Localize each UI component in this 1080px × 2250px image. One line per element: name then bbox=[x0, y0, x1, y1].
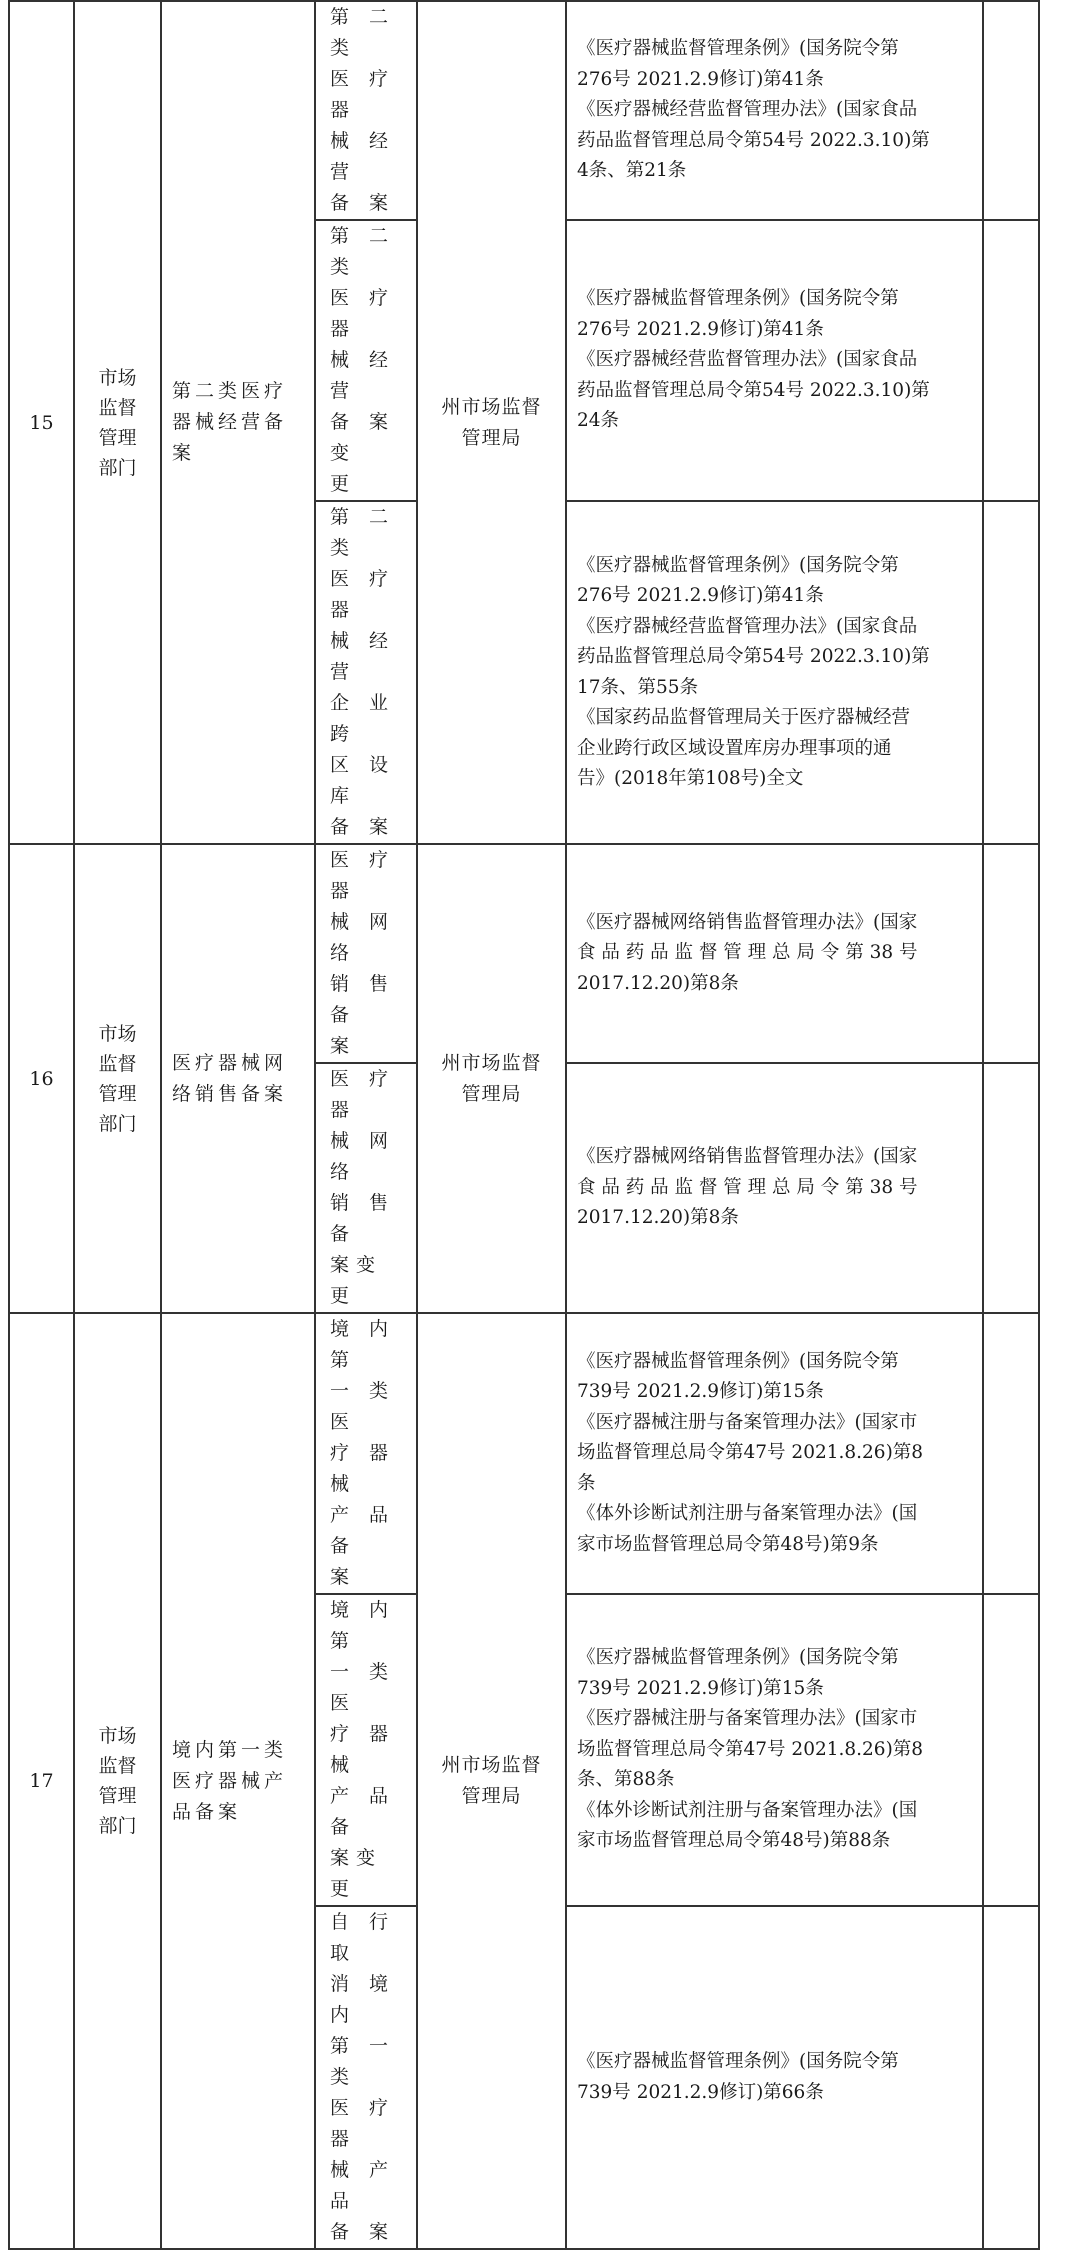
legal-basis-cell: 《医疗器械监督管理条例》(国务院令第 739号 2021.2.9修订)第15条 《医疗器械注册与备案管理办法》(国家市 场监督管理总局令第47号 2021.8.26)第8 条 《体外诊断试剂注册与备案管理办法》(国 家市场监督管理总局令第48号)第9条 bbox=[566, 1313, 983, 1594]
department-cell: 市场 监督 管理 部门 bbox=[74, 1, 161, 844]
regulation-table bbox=[8, 0, 1040, 2250]
legal-basis-cell: 《医疗器械网络销售监督管理办法》(国家 食 品 药 品 监 督 管 理 总 局 令 第 38 号 2017.12.20)第8条 bbox=[566, 844, 983, 1063]
sub-item-cell: 医 疗 器 械 网 络 销 售 备 案 bbox=[315, 844, 417, 1063]
remarks-cell bbox=[983, 1906, 1039, 2249]
row-number: 16 bbox=[9, 844, 74, 1313]
implementing-org-cell: 州市场监督 管理局 bbox=[417, 844, 566, 1313]
sub-item-cell: 境 内 第 一 类 医 疗 器 械 产 品 备 案 bbox=[315, 1313, 417, 1594]
sub-item-cell: 第 二 类 医 疗 器 械 经 营 备 案 bbox=[315, 1, 417, 220]
sub-item-cell: 境 内 第 一 类 医 疗 器 械 产 品 备 案变更 bbox=[315, 1594, 417, 1906]
remarks-cell bbox=[983, 501, 1039, 844]
legal-basis-cell: 《医疗器械监督管理条例》(国务院令第 276号 2021.2.9修订)第41条 《医疗器械经营监督管理办法》(国家食品 药品监督管理总局令第54号 2022.3.10)第 17条、第55条 《国家药品监督管理局关于医疗器械经营 企业跨行政区域设置库房办理事项的通 告》(2018年第108号)全文 bbox=[566, 501, 983, 844]
legal-basis-cell: 《医疗器械监督管理条例》(国务院令第 739号 2021.2.9修订)第15条 《医疗器械注册与备案管理办法》(国家市 场监督管理总局令第47号 2021.8.26)第8 条、第88条 《体外诊断试剂注册与备案管理办法》(国 家市场监督管理总局令第48号)第88条 bbox=[566, 1594, 983, 1906]
remarks-cell bbox=[983, 220, 1039, 501]
department-cell: 市场 监督 管理 部门 bbox=[74, 844, 161, 1313]
table-row bbox=[9, 1, 1039, 220]
table-row bbox=[9, 1313, 1039, 1594]
sub-item-cell: 自 行 取 消 境 内 第 一 类 医 疗 器 械 产 品 备 案 bbox=[315, 1906, 417, 2249]
remarks-cell bbox=[983, 1313, 1039, 1594]
legal-basis-cell: 《医疗器械监督管理条例》(国务院令第 739号 2021.2.9修订)第66条 bbox=[566, 1906, 983, 2249]
legal-basis-cell: 《医疗器械网络销售监督管理办法》(国家 食 品 药 品 监 督 管 理 总 局 令 第 38 号 2017.12.20)第8条 bbox=[566, 1063, 983, 1313]
remarks-cell bbox=[983, 1063, 1039, 1313]
department-cell: 市场 监督 管理 部门 bbox=[74, 1313, 161, 2249]
item-name-cell: 境内第一类 医疗器械产 品备案 bbox=[161, 1313, 315, 2249]
item-name-cell: 第二类医疗 器械经营备 案 bbox=[161, 1, 315, 844]
row-number: 17 bbox=[9, 1313, 74, 2249]
sub-item-cell: 第 二 类 医 疗 器 械 经 营 备 案 变 更 bbox=[315, 220, 417, 501]
remarks-cell bbox=[983, 1, 1039, 220]
sub-item-cell: 医 疗 器 械 网 络 销 售 备 案变更 bbox=[315, 1063, 417, 1313]
implementing-org-cell: 州市场监督 管理局 bbox=[417, 1, 566, 844]
sub-item-cell: 第 二 类 医 疗 器 械 经 营 企 业 跨 区 设 库 备 案 bbox=[315, 501, 417, 844]
implementing-org-cell: 州市场监督 管理局 bbox=[417, 1313, 566, 2249]
remarks-cell bbox=[983, 844, 1039, 1063]
remarks-cell bbox=[983, 1594, 1039, 1906]
table-row bbox=[9, 844, 1039, 1063]
legal-basis-cell: 《医疗器械监督管理条例》(国务院令第 276号 2021.2.9修订)第41条 《医疗器械经营监督管理办法》(国家食品 药品监督管理总局令第54号 2022.3.10)第 24条 bbox=[566, 220, 983, 501]
legal-basis-cell: 《医疗器械监督管理条例》(国务院令第 276号 2021.2.9修订)第41条 《医疗器械经营监督管理办法》(国家食品 药品监督管理总局令第54号 2022.3.10)第 4条、第21条 bbox=[566, 1, 983, 220]
item-name-cell: 医疗器械网 络销售备案 bbox=[161, 844, 315, 1313]
row-number: 15 bbox=[9, 1, 74, 844]
